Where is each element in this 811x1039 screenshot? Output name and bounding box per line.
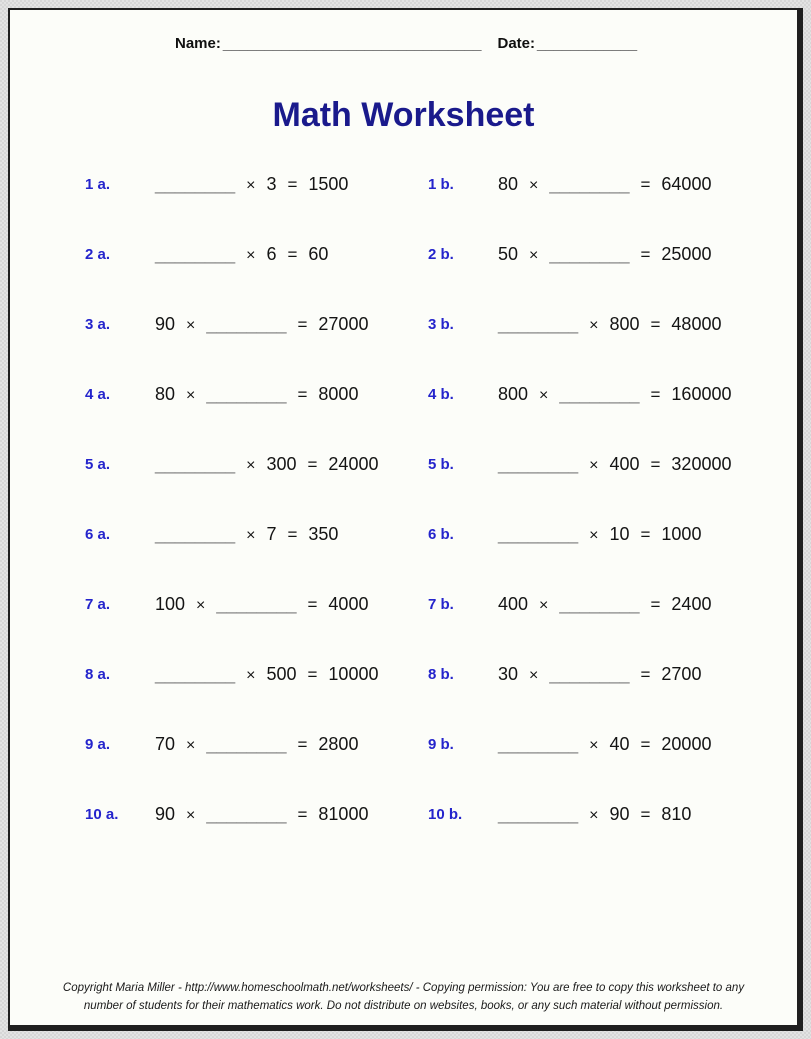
number: 80: [498, 173, 519, 194]
problem-row: [428, 594, 797, 615]
equals-sign: =: [297, 804, 308, 824]
problem-equation: [498, 804, 691, 825]
answer-blank: ________: [549, 243, 630, 264]
problem-label: 3 b.: [428, 315, 454, 333]
problem-label: 7 b.: [428, 595, 454, 613]
answer-blank: ________: [559, 593, 640, 614]
equals-sign: =: [307, 594, 318, 614]
problem-equation: [498, 524, 701, 545]
equals-sign: =: [650, 314, 661, 334]
number: 60: [308, 243, 329, 264]
problem-label: 5 b.: [428, 455, 454, 473]
problem-equation: [498, 244, 711, 265]
multiply-sign: ×: [246, 246, 256, 264]
number: 400: [498, 593, 529, 614]
number: 81000: [318, 803, 369, 824]
problems-grid: [85, 149, 797, 849]
problem-equation: [155, 244, 328, 265]
problem-row: [428, 454, 797, 475]
answer-blank: ________: [206, 313, 287, 334]
problem-label: 1 a.: [85, 175, 111, 193]
date-label: Date:: [497, 35, 535, 52]
copyright-line-2: number of students for their mathematics work. Do not distribute on websites, books, or any such material without permission.: [83, 1000, 724, 1012]
answer-blank: ________: [549, 173, 630, 194]
problem-label: 2 a.: [85, 245, 111, 263]
number: 810: [661, 803, 692, 824]
multiply-sign: ×: [246, 176, 256, 194]
number: 800: [498, 383, 529, 404]
problem-row: [85, 524, 428, 545]
problem-label: 5 a.: [85, 455, 111, 473]
problem-label: 6 a.: [85, 525, 111, 543]
multiply-sign: ×: [539, 386, 549, 404]
problem-equation: [155, 664, 378, 685]
answer-blank: ________: [206, 803, 287, 824]
name-label: Name:: [175, 35, 221, 52]
multiply-sign: ×: [246, 456, 256, 474]
number: 90: [155, 313, 176, 334]
number: 25000: [661, 243, 712, 264]
equals-sign: =: [297, 384, 308, 404]
problem-row: [428, 174, 797, 195]
copyright-footer: [10, 979, 797, 1015]
number: 80: [155, 383, 176, 404]
answer-blank: ________: [498, 313, 579, 334]
number: 500: [266, 663, 297, 684]
number: 400: [609, 453, 640, 474]
page-title: Math Worksheet: [272, 96, 535, 134]
number: 800: [609, 313, 640, 334]
number: 2700: [661, 663, 702, 684]
problem-equation: [155, 734, 358, 755]
header: [175, 35, 797, 52]
multiply-sign: ×: [246, 526, 256, 544]
equals-sign: =: [650, 454, 661, 474]
number: 350: [308, 523, 339, 544]
problem-row: [85, 734, 428, 755]
problem-equation: [498, 384, 732, 405]
problem-equation: [498, 734, 711, 755]
equals-sign: =: [640, 524, 651, 544]
equals-sign: =: [287, 174, 298, 194]
answer-blank: ________: [206, 383, 287, 404]
problem-equation: [498, 594, 711, 615]
answer-blank: ________: [559, 383, 640, 404]
problem-equation: [498, 454, 732, 475]
number: 1000: [661, 523, 702, 544]
number: 90: [155, 803, 176, 824]
multiply-sign: ×: [186, 806, 196, 824]
number: 27000: [318, 313, 369, 334]
name-blank-line: _______________________________: [222, 35, 482, 52]
number: 7: [266, 523, 277, 544]
problem-label: 9 b.: [428, 735, 454, 753]
problem-row: [428, 734, 797, 755]
problem-equation: [155, 594, 368, 615]
multiply-sign: ×: [196, 596, 206, 614]
equals-sign: =: [640, 664, 651, 684]
number: 30: [498, 663, 519, 684]
answer-blank: ________: [155, 243, 236, 264]
answer-blank: ________: [155, 453, 236, 474]
number: 10000: [328, 663, 379, 684]
answer-blank: ________: [155, 523, 236, 544]
equals-sign: =: [287, 244, 298, 264]
problem-label: 6 b.: [428, 525, 454, 543]
problem-equation: [155, 524, 338, 545]
number: 70: [155, 733, 176, 754]
number: 2800: [318, 733, 359, 754]
date-blank-line: ____________: [537, 35, 638, 52]
number: 8000: [318, 383, 359, 404]
answer-blank: ________: [498, 453, 579, 474]
problem-row: [85, 594, 428, 615]
multiply-sign: ×: [589, 316, 599, 334]
number: 48000: [671, 313, 722, 334]
equals-sign: =: [640, 244, 651, 264]
equals-sign: =: [297, 734, 308, 754]
problem-label: 7 a.: [85, 595, 111, 613]
number: 320000: [671, 453, 732, 474]
answer-blank: ________: [216, 593, 297, 614]
problem-label: 4 a.: [85, 385, 111, 403]
problem-row: [85, 664, 428, 685]
problem-label: 10 b.: [428, 805, 463, 823]
copyright-line-1: Copyright Maria Miller - http://www.homeschoolmath.net/worksheets/ - Copying permission: You are free to copy this worksheet to any: [62, 982, 745, 994]
multiply-sign: ×: [529, 666, 539, 684]
answer-blank: ________: [498, 523, 579, 544]
number: 90: [609, 803, 630, 824]
multiply-sign: ×: [539, 596, 549, 614]
number: 10: [609, 523, 630, 544]
problem-label: 4 b.: [428, 385, 454, 403]
number: 4000: [328, 593, 369, 614]
number: 1500: [308, 173, 349, 194]
equals-sign: =: [640, 804, 651, 824]
number: 160000: [671, 383, 732, 404]
problem-row: [428, 384, 797, 405]
answer-blank: ________: [498, 733, 579, 754]
problem-equation: [155, 384, 358, 405]
number: 24000: [328, 453, 379, 474]
problem-label: 10 a.: [85, 805, 119, 823]
problem-equation: [498, 314, 721, 335]
multiply-sign: ×: [529, 246, 539, 264]
number: 20000: [661, 733, 712, 754]
problem-row: [85, 174, 428, 195]
multiply-sign: ×: [186, 316, 196, 334]
multiply-sign: ×: [589, 736, 599, 754]
problem-equation: [498, 664, 701, 685]
paper: [8, 8, 803, 1031]
multiply-sign: ×: [246, 666, 256, 684]
equals-sign: =: [640, 174, 651, 194]
problem-row: [85, 454, 428, 475]
equals-sign: =: [307, 664, 318, 684]
multiply-sign: ×: [186, 386, 196, 404]
answer-blank: ________: [498, 803, 579, 824]
problem-row: [428, 244, 797, 265]
problem-row: [428, 804, 797, 825]
number: 40: [609, 733, 630, 754]
equals-sign: =: [650, 384, 661, 404]
problem-equation: [155, 804, 368, 825]
problem-row: [85, 804, 428, 825]
problem-row: [85, 384, 428, 405]
problem-label: 8 b.: [428, 665, 454, 683]
number: 50: [498, 243, 519, 264]
equals-sign: =: [640, 734, 651, 754]
number: 100: [155, 593, 186, 614]
problem-row: [85, 314, 428, 335]
number: 6: [266, 243, 277, 264]
multiply-sign: ×: [589, 526, 599, 544]
equals-sign: =: [287, 524, 298, 544]
equals-sign: =: [297, 314, 308, 334]
equals-sign: =: [650, 594, 661, 614]
multiply-sign: ×: [589, 456, 599, 474]
number: 64000: [661, 173, 712, 194]
problem-label: 3 a.: [85, 315, 111, 333]
answer-blank: ________: [549, 663, 630, 684]
problem-label: 8 a.: [85, 665, 111, 683]
multiply-sign: ×: [529, 176, 539, 194]
problem-label: 1 b.: [428, 175, 454, 193]
problem-row: [85, 244, 428, 265]
problem-equation: [155, 314, 368, 335]
answer-blank: ________: [206, 733, 287, 754]
problem-row: [428, 664, 797, 685]
problem-label: 9 a.: [85, 735, 111, 753]
problem-equation: [498, 174, 711, 195]
multiply-sign: ×: [186, 736, 196, 754]
answer-blank: ________: [155, 663, 236, 684]
multiply-sign: ×: [589, 806, 599, 824]
problem-row: [428, 524, 797, 545]
equals-sign: =: [307, 454, 318, 474]
number: 3: [266, 173, 277, 194]
number: 300: [266, 453, 297, 474]
problem-equation: [155, 174, 348, 195]
problem-equation: [155, 454, 378, 475]
problem-row: [428, 314, 797, 335]
problem-label: 2 b.: [428, 245, 454, 263]
number: 2400: [671, 593, 712, 614]
answer-blank: ________: [155, 173, 236, 194]
